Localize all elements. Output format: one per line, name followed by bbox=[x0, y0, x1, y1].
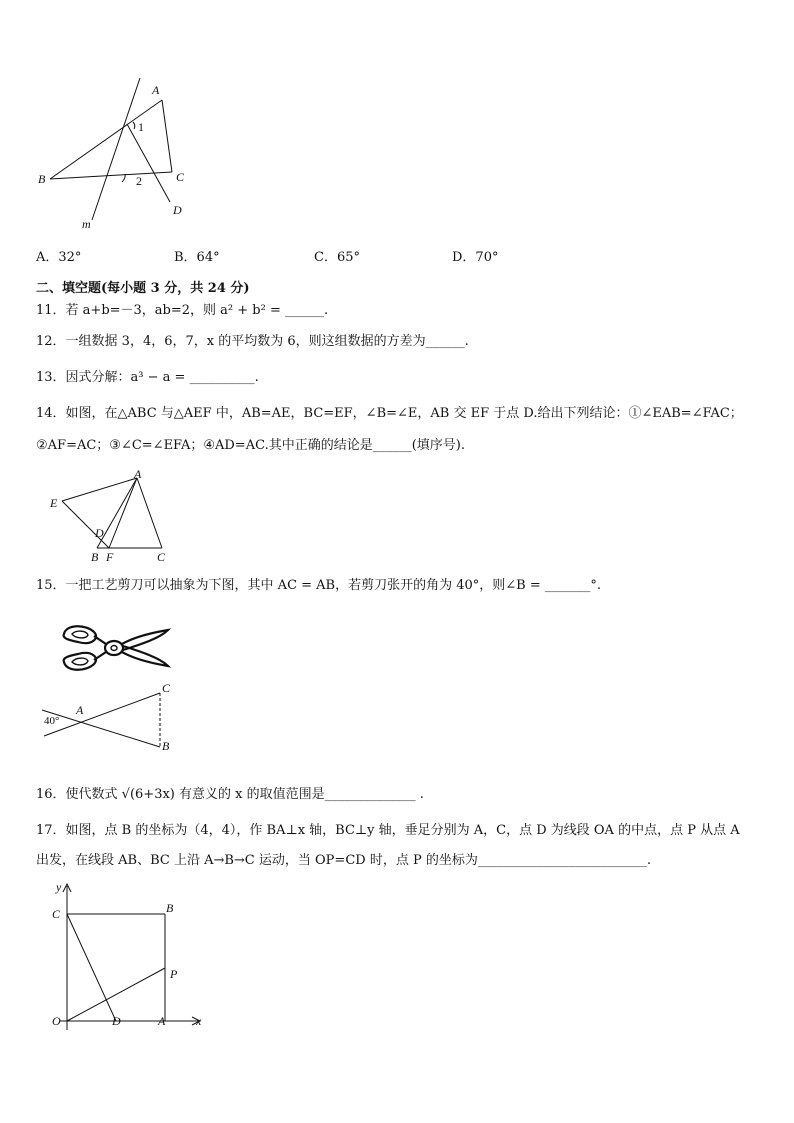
section-title: 二、填空题(每小题 3 分，共 24 分) bbox=[36, 281, 250, 296]
question-15: 15．一把工艺剪刀可以抽象为下图，其中 AC = AB，若剪刀张开的角为 40°，则∠B = _______°. bbox=[36, 578, 602, 593]
figure-q15-triangle bbox=[36, 680, 186, 756]
segment-AC bbox=[162, 100, 172, 172]
label-B: B bbox=[38, 172, 46, 186]
segment-to-D bbox=[127, 124, 170, 202]
scissors-handle-lower bbox=[64, 653, 96, 670]
line-through-B bbox=[42, 710, 160, 747]
label-P: P bbox=[170, 967, 178, 981]
question-14-line2: ②AF=AC；③∠C=∠EFA；④AD=AC.其中正确的结论是______(填序号). bbox=[36, 438, 465, 453]
q10-option-a: A．32° bbox=[36, 250, 82, 265]
q10-option-d: D．70° bbox=[452, 250, 499, 265]
segment-EF bbox=[62, 501, 109, 548]
segment-FA bbox=[109, 478, 137, 548]
question-13: 13．因式分解：a³ − a = __________. bbox=[36, 370, 259, 385]
figure-scissors bbox=[56, 620, 176, 676]
label-A: A bbox=[158, 1014, 166, 1028]
label-A: A bbox=[76, 703, 84, 717]
label-D: D bbox=[112, 1014, 121, 1028]
label-C: C bbox=[162, 681, 171, 695]
figure-q10 bbox=[30, 78, 200, 238]
question-17-line2: 出发，在线段 AB、BC 上沿 A→B→C 运动，当 OP=CD 时，点 P 的坐标为__________________________. bbox=[36, 853, 651, 868]
figure-q17 bbox=[40, 880, 220, 1036]
q10-option-c: C．65° bbox=[314, 250, 360, 265]
label-C: C bbox=[157, 550, 166, 564]
figure-q14 bbox=[44, 468, 184, 566]
label-y: y bbox=[56, 880, 62, 894]
question-17-line1: 17．如图，点 B 的坐标为（4，4），作 BA⊥x 轴，BC⊥y 轴，垂足分别为 A，C，点 D 为线段 OA 的中点，点 P 从点 A bbox=[36, 823, 740, 838]
question-11: 11．若 a+b=－3，ab=2，则 a² + b² = ______. bbox=[36, 303, 329, 318]
scissors-pivot bbox=[105, 641, 123, 655]
label-E: E bbox=[50, 496, 58, 510]
label-A: A bbox=[134, 468, 142, 481]
angle-1-arc bbox=[133, 122, 135, 129]
line-m bbox=[92, 78, 140, 220]
label-B: B bbox=[91, 550, 99, 564]
label-F: F bbox=[106, 550, 114, 564]
label-C: C bbox=[52, 907, 61, 921]
line-through-C bbox=[44, 693, 160, 736]
label-1: 1 bbox=[138, 120, 144, 134]
label-D: D bbox=[173, 203, 182, 217]
label-D: D bbox=[95, 526, 104, 540]
segment-BA bbox=[50, 100, 162, 179]
label-A: A bbox=[152, 83, 160, 97]
scissors-handle-upper bbox=[64, 626, 96, 643]
q10-option-b: B．64° bbox=[174, 250, 220, 265]
label-x: x bbox=[196, 1014, 202, 1028]
question-14-line1: 14．如图，在△ABC 与△AEF 中，AB=AE，BC=EF，∠B=∠E，AB 交 EF 于点 D.给出下列结论：①∠EAB=∠FAC； bbox=[36, 406, 743, 421]
question-12: 12．一组数据 3，4，6，7，x 的平均数为 6，则这组数据的方差为______. bbox=[36, 334, 469, 349]
question-16: 16．使代数式 √(6+3x) 有意义的 x 的取值范围是______________ . bbox=[36, 787, 424, 802]
segment-CD bbox=[67, 914, 116, 1021]
segment-AC bbox=[137, 478, 162, 548]
scissors-blade-lower bbox=[122, 646, 168, 666]
label-B: B bbox=[162, 739, 170, 753]
label-2: 2 bbox=[136, 174, 142, 188]
label-C: C bbox=[176, 170, 185, 184]
label-B: B bbox=[166, 901, 174, 915]
label-m: m bbox=[82, 217, 91, 231]
label-O: O bbox=[52, 1014, 61, 1028]
label-angle: 40° bbox=[44, 715, 60, 727]
